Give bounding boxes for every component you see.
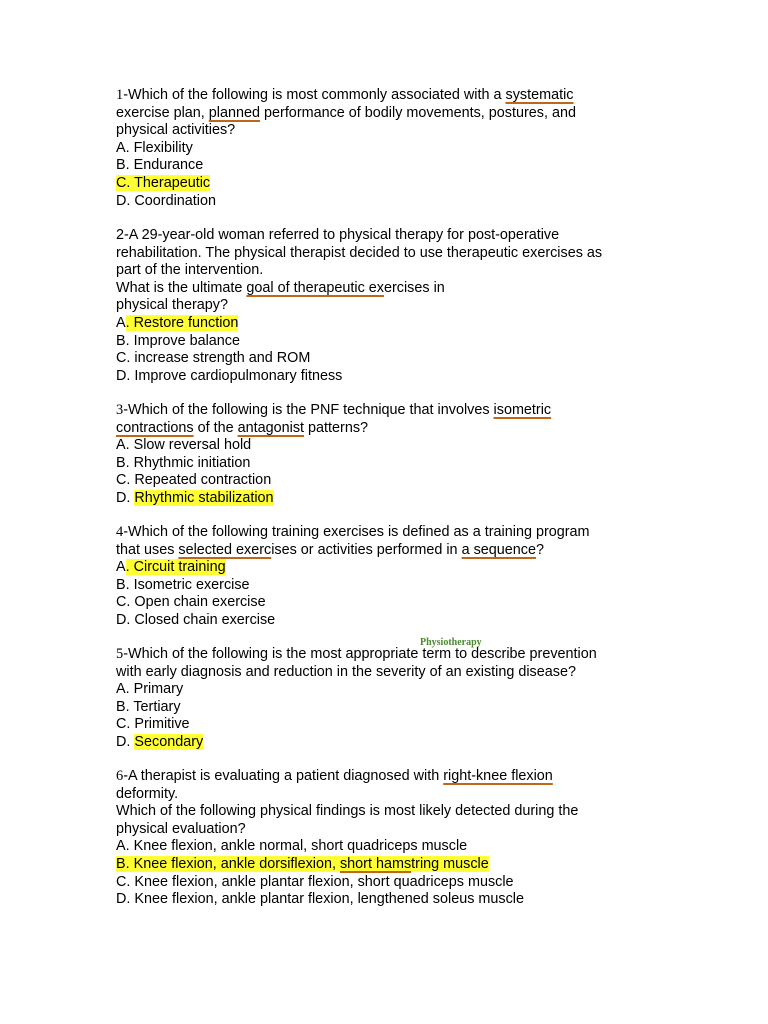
question-4 bbox=[116, 524, 716, 630]
spellcheck-word: contractions bbox=[116, 419, 194, 436]
question-text: ises or activities performed in bbox=[271, 541, 462, 558]
question-text: -Which of the following is the most appropriate term to describe prevention bbox=[123, 646, 597, 662]
question-4-stem-line-1 bbox=[116, 524, 716, 542]
option-a: A. Flexibility bbox=[116, 139, 193, 156]
spellcheck-word: isometric bbox=[493, 402, 552, 418]
question-number: 3 bbox=[116, 402, 124, 418]
question-1 bbox=[116, 87, 716, 210]
option-b: B. Tertiary bbox=[116, 698, 181, 715]
highlighted-answer: . Restore function bbox=[125, 314, 239, 331]
question-2-stem-line-2: rehabilitation. The physical therapist decided to use therapeutic exercises as bbox=[116, 244, 603, 261]
option-c: C. increase strength and ROM bbox=[116, 350, 311, 367]
question-6-stem-line-2: deformity. bbox=[116, 785, 179, 802]
question-2-stem-line-5: physical therapy? bbox=[116, 297, 228, 314]
question-6 bbox=[116, 768, 716, 909]
question-3-stem-line-2 bbox=[116, 420, 716, 438]
question-1-stem-line-1 bbox=[116, 87, 716, 105]
question-5-stem-line-1 bbox=[116, 646, 716, 664]
question-text: ? bbox=[535, 541, 544, 558]
option-b: B. Endurance bbox=[116, 157, 204, 174]
question-6-stem-line-1 bbox=[116, 768, 716, 786]
question-text: -Which of the following training exercises is defined as a training program bbox=[123, 524, 590, 540]
question-number: 6 bbox=[116, 768, 124, 784]
option-c: C. Knee flexion, ankle plantar flexion, short quadriceps muscle bbox=[116, 873, 514, 890]
question-3-stem-line-1 bbox=[116, 402, 716, 420]
option-a: A. Slow reversal hold bbox=[116, 437, 252, 454]
question-2-stem-line-3: part of the intervention. bbox=[116, 262, 264, 279]
question-text: patterns? bbox=[304, 419, 369, 436]
question-5 bbox=[116, 646, 716, 752]
answer-text: tring muscle bbox=[411, 855, 489, 872]
spellcheck-word: antagonist bbox=[237, 419, 305, 436]
question-3 bbox=[116, 402, 716, 508]
question-text: -Which of the following is most commonly associated with a bbox=[123, 87, 506, 103]
option-b-answer bbox=[116, 856, 716, 874]
question-2-stem-line-1: 2-A 29-year-old woman referred to physical therapy for post-operative bbox=[116, 227, 560, 243]
question-1-stem-line-2 bbox=[116, 105, 716, 123]
question-text: that uses bbox=[116, 541, 179, 558]
option-a: A. Primary bbox=[116, 681, 184, 698]
question-2-stem-line-4 bbox=[116, 280, 716, 298]
question-number: 1 bbox=[116, 87, 124, 103]
option-a-answer bbox=[116, 559, 716, 577]
spellcheck-word: short hams bbox=[339, 855, 412, 872]
highlighted-answer: C. Therapeutic bbox=[116, 174, 211, 191]
option-a-answer bbox=[116, 315, 716, 333]
spellcheck-word: a sequence bbox=[461, 541, 536, 558]
option-c: C. Repeated contraction bbox=[116, 472, 272, 489]
question-2 bbox=[116, 227, 716, 385]
option-c: C. Open chain exercise bbox=[116, 594, 266, 611]
option-letter: A bbox=[116, 314, 126, 331]
spellcheck-word: goal of therapeutic ex bbox=[246, 279, 384, 296]
option-b: B. Rhythmic initiation bbox=[116, 454, 251, 471]
highlighted-answer: Rhythmic stabilization bbox=[134, 489, 274, 506]
question-number: 5 bbox=[116, 646, 124, 662]
option-d: D. Improve cardiopulmonary fitness bbox=[116, 367, 343, 384]
option-d: D. Knee flexion, ankle plantar flexion, lengthened soleus muscle bbox=[116, 891, 524, 908]
option-letter: A bbox=[116, 559, 126, 576]
question-text: performance of bodily movements, postures, and bbox=[260, 104, 576, 121]
option-d-answer bbox=[116, 734, 716, 752]
option-d: D. Coordination bbox=[116, 192, 216, 209]
spellcheck-word: planned bbox=[208, 104, 261, 121]
option-b: B. Isometric exercise bbox=[116, 576, 250, 593]
answer-text: B. Knee flexion, ankle dorsiflexion, bbox=[116, 855, 340, 872]
question-6-stem-line-3: Which of the following physical findings is most likely detected during the bbox=[116, 803, 579, 820]
option-d-answer bbox=[116, 490, 716, 508]
option-a: A. Knee flexion, ankle normal, short quadriceps muscle bbox=[116, 838, 468, 855]
highlighted-answer bbox=[116, 856, 489, 872]
question-text: -Which of the following is the PNF technique that involves bbox=[123, 402, 494, 418]
option-c-answer bbox=[116, 175, 716, 193]
option-c: C. Primitive bbox=[116, 716, 190, 733]
question-1-stem-line-3: physical activities? bbox=[116, 122, 236, 139]
question-text: -A therapist is evaluating a patient diagnosed with bbox=[123, 768, 444, 784]
question-text: of the bbox=[193, 419, 238, 436]
question-5-stem-line-2: with early diagnosis and reduction in the severity of an existing disease? bbox=[116, 663, 576, 680]
question-4-stem-line-2 bbox=[116, 542, 716, 560]
option-d: D. Closed chain exercise bbox=[116, 611, 276, 628]
spellcheck-word: right-knee flexion bbox=[443, 768, 553, 784]
question-text: What is the ultimate bbox=[116, 279, 247, 296]
spellcheck-word: systematic bbox=[505, 87, 574, 103]
highlighted-answer: . Circuit training bbox=[125, 559, 226, 576]
option-b: B. Improve balance bbox=[116, 332, 240, 349]
spellcheck-word: selected exerc bbox=[178, 541, 272, 558]
watermark-text: Physiotherapy bbox=[420, 637, 482, 648]
question-text: exercise plan, bbox=[116, 104, 209, 121]
highlighted-answer: Secondary bbox=[134, 733, 204, 750]
option-letter: D. bbox=[116, 733, 135, 750]
option-letter: D. bbox=[116, 489, 135, 506]
question-number: 4 bbox=[116, 524, 124, 540]
question-6-stem-line-4: physical evaluation? bbox=[116, 820, 246, 837]
question-text: ercises in bbox=[383, 279, 445, 296]
